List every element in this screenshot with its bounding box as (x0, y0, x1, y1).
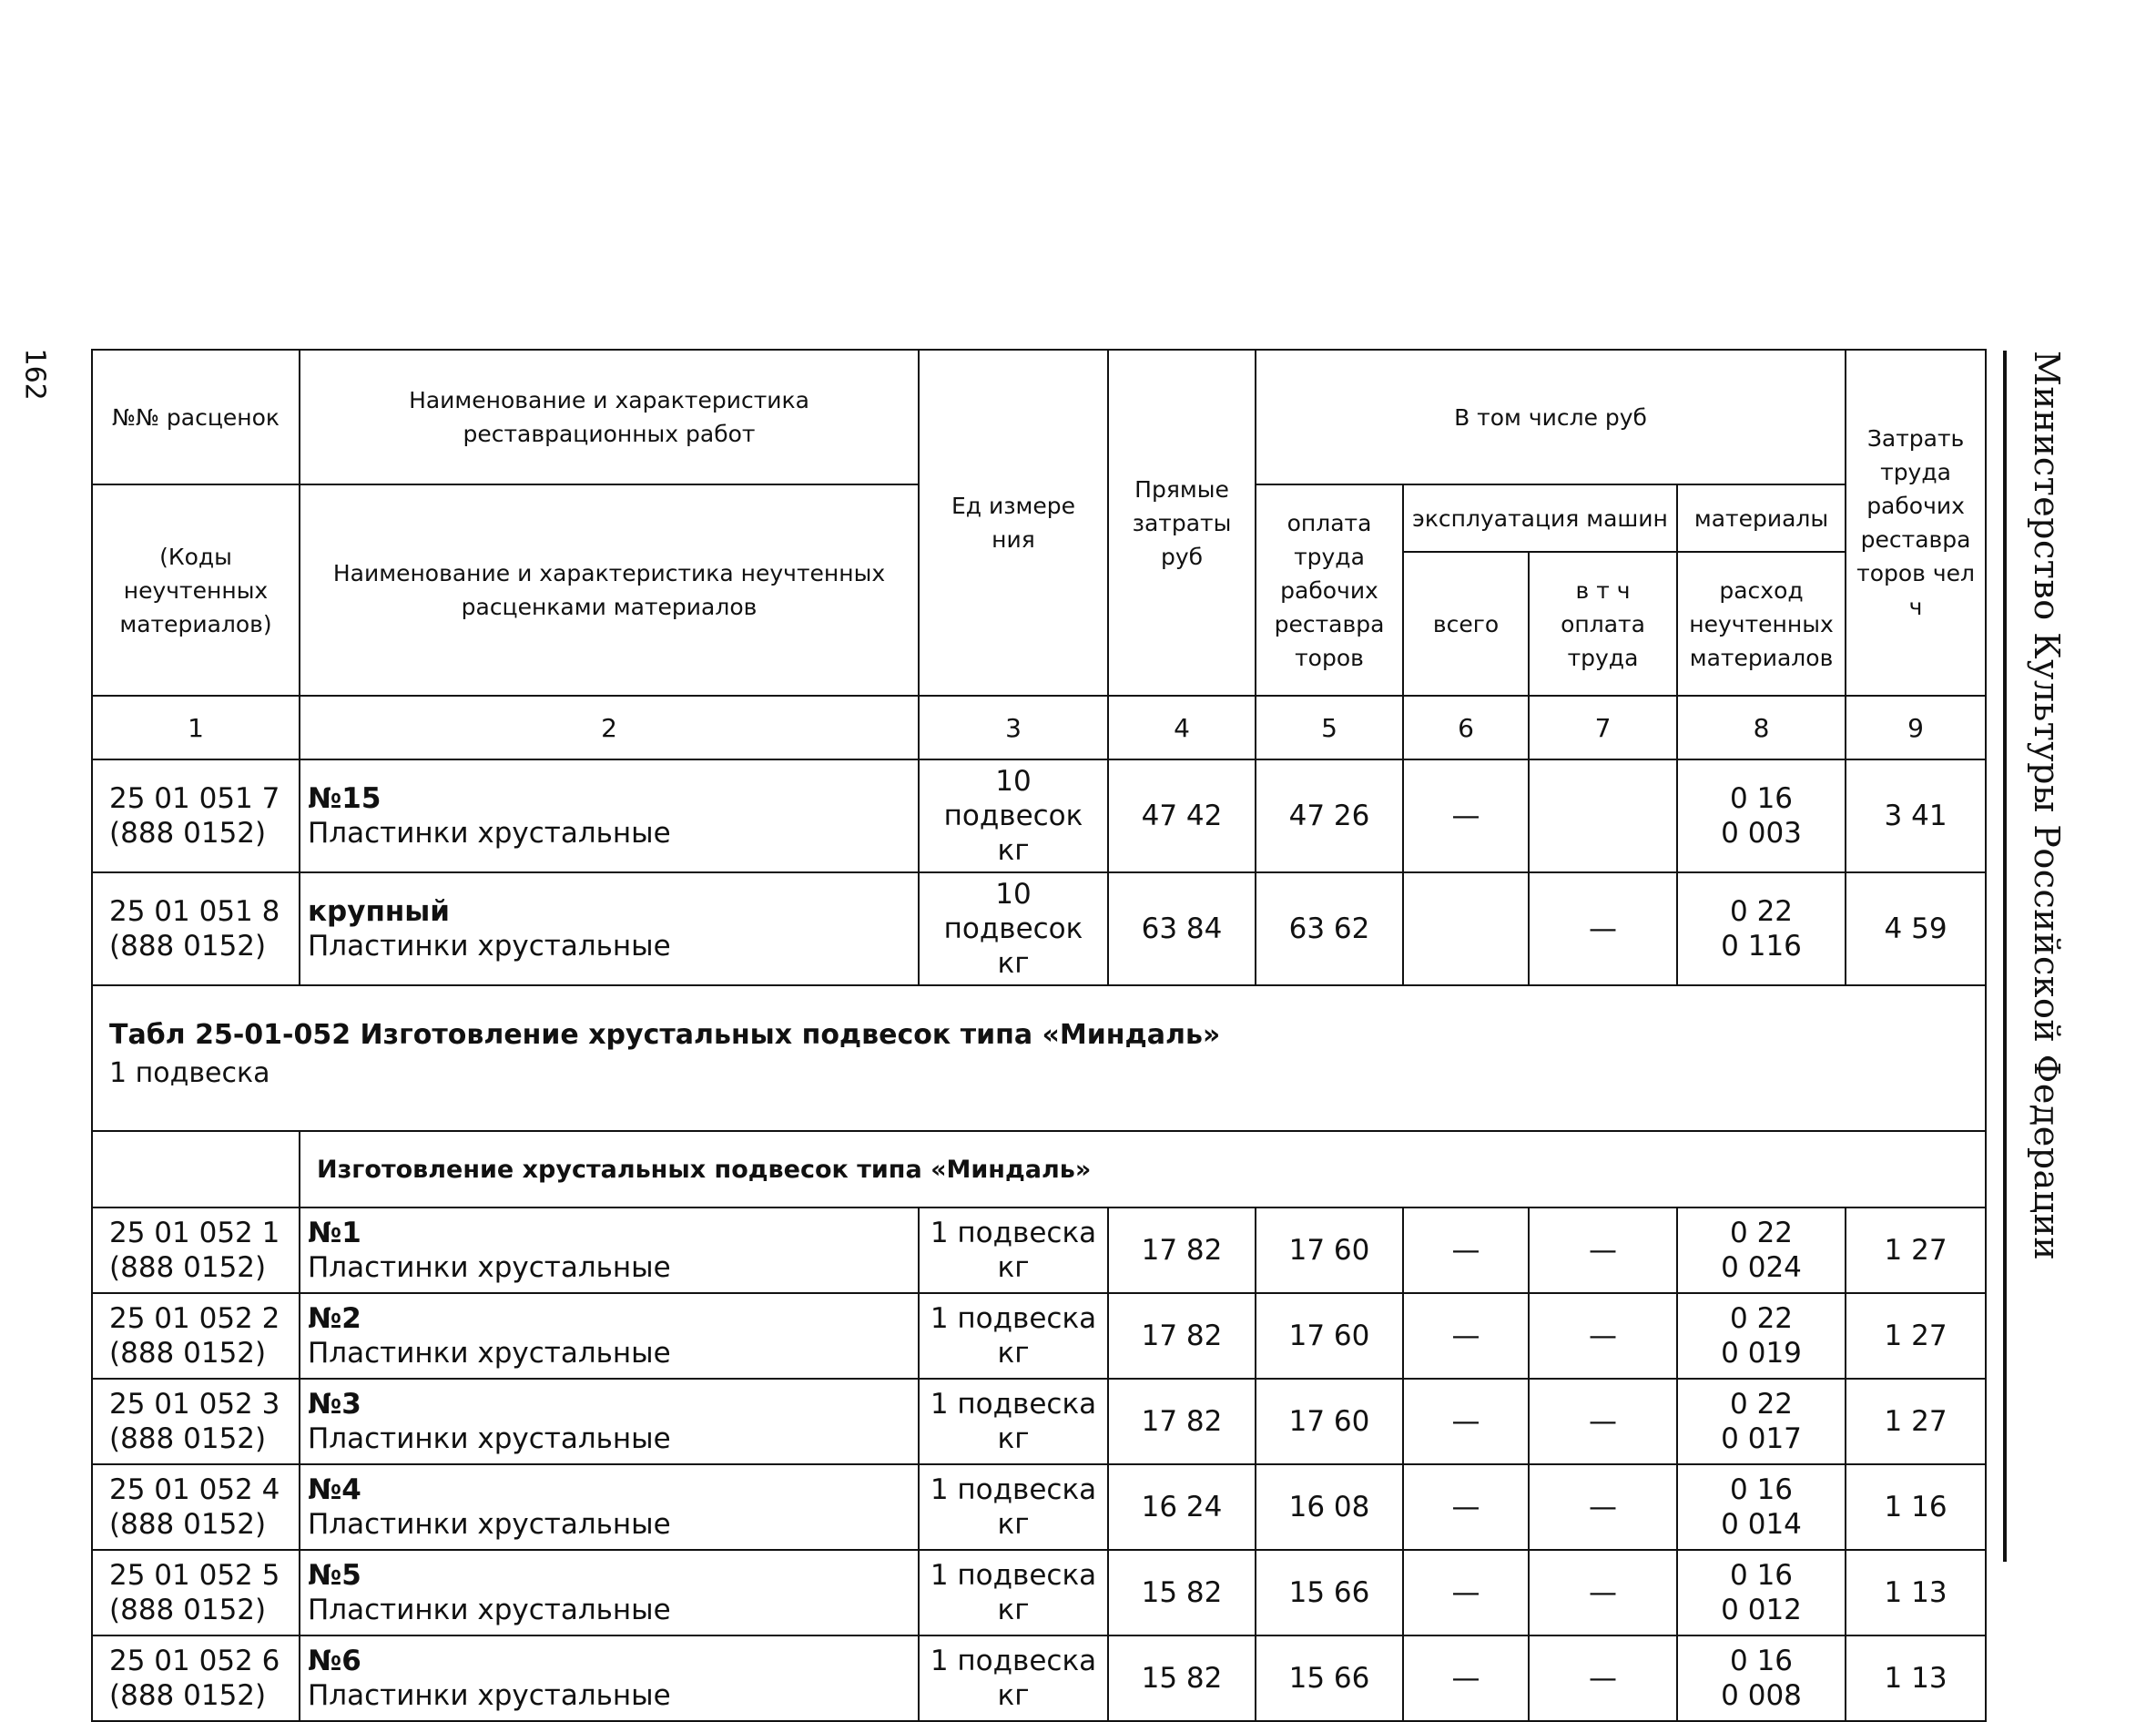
header-wages: оплата труда рабочих реставра торов (1256, 484, 1403, 696)
table-row (92, 1379, 1986, 1464)
machines-wages: — (1529, 1379, 1677, 1464)
wages: 15 66 (1256, 1635, 1403, 1721)
col-number: 6 (1403, 696, 1529, 759)
header-materials-sub: расход неучтенных материалов (1677, 552, 1846, 696)
machines-total (1403, 872, 1529, 985)
col-number: 8 (1677, 696, 1846, 759)
table-row (92, 1550, 1986, 1635)
unit-material: кг (997, 947, 1030, 980)
unit-material: кг (997, 1679, 1030, 1712)
item-desc: Пластинки хрустальные (308, 1337, 671, 1370)
unit: 1 подвеска (930, 1645, 1097, 1677)
labor: 1 27 (1846, 1293, 1986, 1379)
materials: 0 22 (1730, 895, 1794, 928)
side-rule (2003, 351, 2007, 1562)
wages: 17 60 (1256, 1293, 1403, 1379)
materials-usage: 0 024 (1721, 1251, 1802, 1284)
col-number: 9 (1846, 696, 1986, 759)
rate-code: 25 01 052 2 (109, 1302, 280, 1335)
table-row (92, 759, 1986, 872)
rate-code: 25 01 052 3 (109, 1388, 280, 1421)
item-desc: Пластинки хрустальные (308, 1251, 671, 1284)
labor: 3 41 (1846, 759, 1986, 872)
header-unit: Ед измере ния (919, 350, 1108, 696)
machines-wages: — (1529, 1550, 1677, 1635)
material-code: (888 0152) (109, 817, 267, 850)
machines-wages: — (1529, 1464, 1677, 1550)
item-title: №3 (308, 1388, 361, 1421)
material-code: (888 0152) (109, 1422, 267, 1455)
item-desc: Пластинки хрустальные (308, 1508, 671, 1541)
header-incl: В том числе руб (1256, 350, 1846, 484)
materials: 0 22 (1730, 1302, 1794, 1335)
col-number: 1 (92, 696, 300, 759)
item-title: №2 (308, 1302, 361, 1335)
materials-usage: 0 014 (1721, 1508, 1802, 1541)
item-title: №6 (308, 1645, 361, 1677)
section-title: Табл 25-01-052 Изготовление хрустальных подвесок типа «Миндаль» (109, 1019, 1221, 1051)
rate-code: 25 01 052 4 (109, 1473, 280, 1506)
subheader-row (92, 1131, 1986, 1207)
wages: 17 60 (1256, 1207, 1403, 1293)
col-number: 2 (300, 696, 919, 759)
materials-usage: 0 116 (1721, 930, 1802, 963)
machines-total: — (1403, 1550, 1529, 1635)
table-row (92, 1464, 1986, 1550)
side-title: Министерство Культуры Российской Федерации (2027, 351, 2067, 1261)
unit-material: кг (997, 1422, 1030, 1455)
materials-usage: 0 003 (1721, 817, 1802, 850)
material-code: (888 0152) (109, 930, 267, 963)
unit: 1 подвеска (930, 1217, 1097, 1249)
machines-wages: — (1529, 1207, 1677, 1293)
machines-wages: — (1529, 1293, 1677, 1379)
materials: 0 16 (1730, 1645, 1794, 1677)
labor: 1 13 (1846, 1550, 1986, 1635)
wages: 63 62 (1256, 872, 1403, 985)
direct-cost: 63 84 (1108, 872, 1256, 985)
item-title: №1 (308, 1217, 361, 1249)
material-code: (888 0152) (109, 1679, 267, 1712)
unit: 1 подвеска (930, 1559, 1097, 1592)
unit-material: кг (997, 1508, 1030, 1541)
unit-material: кг (997, 1337, 1030, 1370)
table-row (92, 1635, 1986, 1721)
header-machines-wages: в т ч оплата труда (1529, 552, 1677, 696)
item-desc: Пластинки хрустальные (308, 1594, 671, 1626)
item-desc: Пластинки хрустальные (308, 930, 671, 963)
wages: 15 66 (1256, 1550, 1403, 1635)
machines-wages: — (1529, 872, 1677, 985)
material-code: (888 0152) (109, 1337, 267, 1370)
header-code-top: №№ расценок (92, 350, 300, 484)
subheader-title: Изготовление хрустальных подвесок типа «Миндаль» (300, 1131, 1986, 1207)
col-number: 3 (919, 696, 1108, 759)
item-title: №15 (308, 782, 381, 815)
material-code: (888 0152) (109, 1594, 267, 1626)
materials-usage: 0 008 (1721, 1679, 1802, 1712)
direct-cost: 17 82 (1108, 1379, 1256, 1464)
direct-cost: 16 24 (1108, 1464, 1256, 1550)
unit: 1 подвеска (930, 1302, 1097, 1335)
materials-usage: 0 012 (1721, 1594, 1802, 1626)
unit-material: кг (997, 834, 1030, 867)
unit: 1 подвеска (930, 1473, 1097, 1506)
item-desc: Пластинки хрустальные (308, 1422, 671, 1455)
unit: 1 подвеска (930, 1388, 1097, 1421)
section-unit: 1 подвеска (109, 1057, 270, 1089)
machines-total: — (1403, 1464, 1529, 1550)
table-row (92, 872, 1986, 985)
item-title: крупный (308, 895, 451, 928)
rate-code: 25 01 051 7 (109, 782, 280, 815)
item-desc: Пластинки хрустальные (308, 1679, 671, 1712)
direct-cost: 17 82 (1108, 1207, 1256, 1293)
header-row-1 (92, 350, 1986, 484)
header-labor: Затрать труда рабочих реставра торов чел ч (1846, 350, 1986, 696)
unit: 10 подвесок (943, 878, 1083, 945)
materials: 0 16 (1730, 1559, 1794, 1592)
machines-total: — (1403, 1635, 1529, 1721)
rate-code: 25 01 052 6 (109, 1645, 280, 1677)
unit-material: кг (997, 1251, 1030, 1284)
col-number: 5 (1256, 696, 1403, 759)
labor: 1 27 (1846, 1379, 1986, 1464)
wages: 17 60 (1256, 1379, 1403, 1464)
machines-total: — (1403, 1293, 1529, 1379)
column-numbers-row (92, 696, 1986, 759)
header-name-top: Наименование и характеристика реставрационных работ (300, 350, 919, 484)
materials-usage: 0 019 (1721, 1337, 1802, 1370)
materials-usage: 0 017 (1721, 1422, 1802, 1455)
direct-cost: 47 42 (1108, 759, 1256, 872)
materials: 0 22 (1730, 1388, 1794, 1421)
unit: 10 подвесок (943, 765, 1083, 832)
header-direct: Прямые затраты руб (1108, 350, 1256, 696)
item-desc: Пластинки хрустальные (308, 817, 671, 850)
col-number: 4 (1108, 696, 1256, 759)
col-number: 7 (1529, 696, 1677, 759)
materials: 0 16 (1730, 782, 1794, 815)
labor: 1 16 (1846, 1464, 1986, 1550)
wages: 16 08 (1256, 1464, 1403, 1550)
unit-material: кг (997, 1594, 1030, 1626)
header-name-bottom: Наименование и характеристика неучтенных расценками материалов (300, 484, 919, 696)
machines-total: — (1403, 1379, 1529, 1464)
wages: 47 26 (1256, 759, 1403, 872)
rate-code: 25 01 051 8 (109, 895, 280, 928)
labor: 1 27 (1846, 1207, 1986, 1293)
materials: 0 22 (1730, 1217, 1794, 1249)
item-title: №4 (308, 1473, 361, 1506)
machines-total: — (1403, 1207, 1529, 1293)
rate-code: 25 01 052 5 (109, 1559, 280, 1592)
header-code-bottom: (Коды неучтенных материалов) (92, 484, 300, 696)
labor: 4 59 (1846, 872, 1986, 985)
rate-code: 25 01 052 1 (109, 1217, 280, 1249)
machines-total: — (1403, 759, 1529, 872)
machines-wages: — (1529, 1635, 1677, 1721)
direct-cost: 15 82 (1108, 1635, 1256, 1721)
table-row (92, 1207, 1986, 1293)
header-machines: эксплуатация машин (1403, 484, 1677, 552)
machines-wages (1529, 759, 1677, 872)
item-title: №5 (308, 1559, 361, 1592)
direct-cost: 15 82 (1108, 1550, 1256, 1635)
direct-cost: 17 82 (1108, 1293, 1256, 1379)
page-number: 162 (18, 348, 51, 401)
header-machines-total: всего (1403, 552, 1529, 696)
rates-table (91, 349, 1987, 1722)
table-row (92, 1293, 1986, 1379)
material-code: (888 0152) (109, 1508, 267, 1541)
materials: 0 16 (1730, 1473, 1794, 1506)
section-heading-row (92, 985, 1986, 1131)
subheader-empty (92, 1131, 300, 1207)
labor: 1 13 (1846, 1635, 1986, 1721)
material-code: (888 0152) (109, 1251, 267, 1284)
header-materials: материалы (1677, 484, 1846, 552)
